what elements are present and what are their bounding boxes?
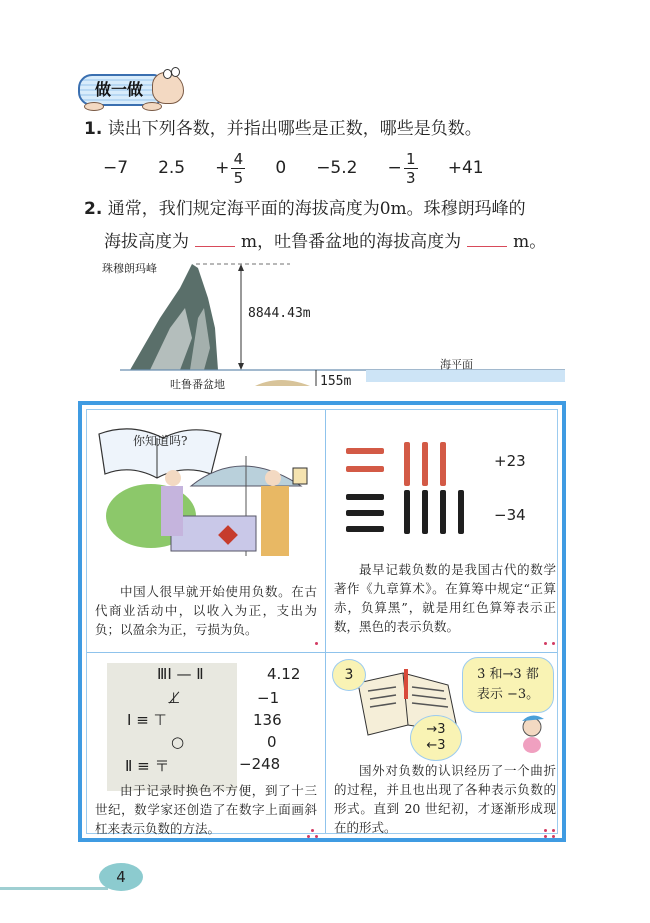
question-text: 读出下列各数，并指出哪些是正数，哪些是负数。 <box>107 119 482 139</box>
question-number: 2 <box>84 199 96 219</box>
page-footer-line <box>0 887 108 890</box>
mouse-mascot-icon <box>152 72 184 104</box>
negative-value: −34 <box>494 506 526 524</box>
cell-text: 最早记载负数的是我国古代的数学著作《九章算术》。在算筹中规定“正算赤，负算黑”，就是用红色算筹表示正数，黑色的表示负数。 <box>334 562 556 634</box>
decimal-value: 4.12 <box>267 665 301 683</box>
number-list <box>103 148 573 188</box>
sea-level-label: 海平面 <box>440 358 473 371</box>
cell-counting-rods <box>326 410 564 652</box>
girl-character-illustration <box>512 713 552 757</box>
decimal-value: 136 <box>253 711 282 729</box>
cell-text: 由于记录时换色不方便，到了十三世纪，数学家还创造了在数字上面画斜杠来表示负数的方法。 <box>95 783 317 836</box>
speech-bubble: 3̇ 和→3 都 表示 −3。 <box>462 657 554 713</box>
question-2-line2: 海拔高度为 m，吐鲁番盆地的海拔高度为 m。 <box>104 232 547 252</box>
number-item: +41 <box>447 158 484 178</box>
number-item: 0 <box>275 158 287 178</box>
book-caption: 你知道吗? <box>133 434 188 448</box>
arrow-notation-bubble: →3 ←3 <box>410 715 462 761</box>
rod-numeral: Ⅱ ≡ 〒 <box>125 757 170 775</box>
question-number: 1 <box>84 119 96 139</box>
basin-label: 吐鲁番盆地 <box>170 378 225 391</box>
rod-numeral: ⅢⅠ — Ⅱ <box>157 665 204 683</box>
decimal-value: −1 <box>257 689 280 707</box>
positive-value: +23 <box>494 452 526 470</box>
decimal-value: −248 <box>239 755 281 773</box>
question-2: 2. 通常，我们规定海平面的海拔高度为0m。珠穆朗玛峰的 <box>84 199 526 219</box>
number-item-fraction: + $\frac{4}{5}$ <box>215 151 245 186</box>
elevation-diagram <box>100 258 565 392</box>
rod-numeral: Ⅰ ≡ ⊤ <box>127 711 167 729</box>
decimal-value: 0 <box>267 733 277 751</box>
question-text-line1: 通常，我们规定海平面的海拔高度为0m。珠穆朗玛峰的 <box>107 199 526 219</box>
number-item: 2.5 <box>158 158 186 178</box>
mascot-foot-icon <box>84 102 104 111</box>
cell-text: 中国人很早就开始使用负数。在古代商业活动中，以收入为正，支出为负；以盈余为正，亏损为负。 <box>95 584 317 637</box>
cell-text: 国外对负数的认识经历了一个曲折的过程，并且也出现了各种表示负数的形式。直到 20 世纪初，才逐渐形成现在的形式。 <box>334 763 556 835</box>
peak-label: 珠穆朗玛峰 <box>102 262 157 275</box>
dot-notation-bubble: 3̇ <box>332 659 366 691</box>
page-number: 4 <box>99 863 143 891</box>
number-item-fraction: − $\frac{1}{3}$ <box>387 151 417 186</box>
section-badge <box>78 70 188 110</box>
question-1: 1. 读出下列各数，并指出哪些是正数，哪些是负数。 <box>84 119 482 139</box>
cell-slash-notation <box>87 653 325 843</box>
peak-height: 8844.43m <box>248 306 311 321</box>
market-scene-illustration <box>91 416 321 576</box>
answer-blank[interactable] <box>195 232 235 247</box>
cell-chinese-commerce <box>87 410 325 652</box>
number-item: −7 <box>103 158 129 178</box>
rod-numeral: ⊥̸ <box>167 689 181 707</box>
section-badge-label: 做一做 <box>78 74 160 106</box>
mascot-foot-icon <box>142 102 162 111</box>
did-you-know-box <box>78 401 566 842</box>
number-item: −5.2 <box>316 158 358 178</box>
rod-numeral: ○ <box>171 733 185 751</box>
answer-blank[interactable] <box>467 232 507 247</box>
mountain-illustration <box>100 258 565 392</box>
basin-depth: 155m <box>320 374 352 389</box>
cell-foreign-notation <box>326 653 564 843</box>
